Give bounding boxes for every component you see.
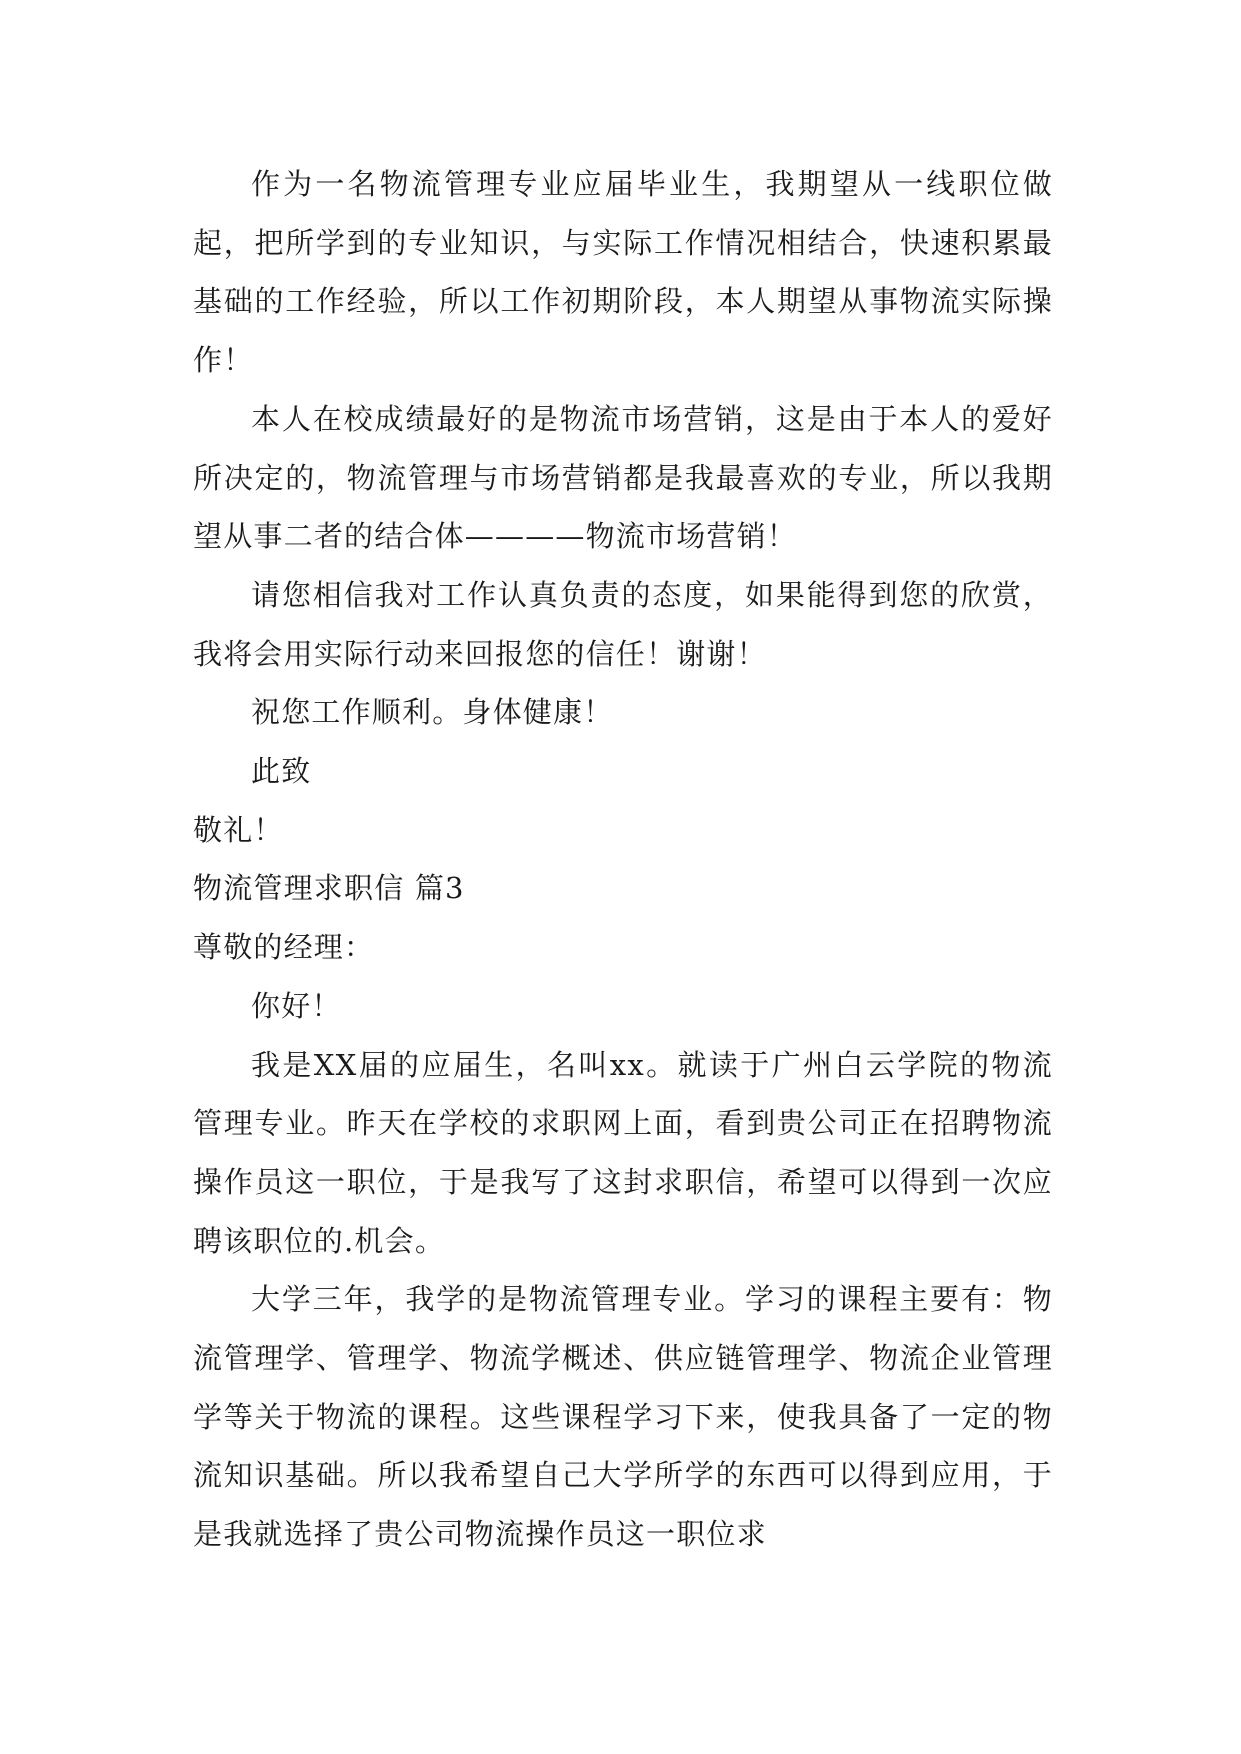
paragraph-closing: 此致: [251, 754, 312, 789]
paragraph-salute: 敬礼！: [193, 812, 284, 847]
section-heading: 物流管理求职信 篇3: [193, 871, 465, 906]
letter-body: [193, 155, 1053, 1564]
paragraph-3: 请您相信我对工作认真负责的态度，如果能得到您的欣赏，我将会用实际行动来回报您的信任！谢谢！: [193, 577, 1053, 671]
paragraph-1: 作为一名物流管理专业应届毕业生，我期望从一线职位做起，把所学到的专业知识，与实际工作情况相结合，快速积累最基础的工作经验，所以工作初期阶段，本人期望从事物流实际操作！: [193, 167, 1053, 378]
paragraph-2: 本人在校成绩最好的是物流市场营销，这是由于本人的爱好所决定的，物流管理与市场营销都是我最喜欢的专业，所以我期望从事二者的结合体————物流市场营销！: [193, 401, 1053, 554]
paragraph-wishes: 祝您工作顺利。身体健康！: [251, 695, 614, 730]
paragraph-education: 大学三年，我学的是物流管理专业。学习的课程主要有：物流管理学、管理学、物流学概述、供应链管理学、物流企业管理学等关于物流的课程。这些课程学习下来，使我具备了一定的物流知识基础。所以我希望自己大学所学的东西可以得到应用，于是我就选择了贵公司物流操作员这一职位求: [193, 1282, 1053, 1552]
salutation: 尊敬的经理：: [193, 930, 375, 965]
greeting: 你好！: [251, 988, 342, 1023]
paragraph-intro: 我是XX届的应届生，名叫xx。就读于广州白云学院的物流管理专业。昨天在学校的求职网上面，看到贵公司正在招聘物流操作员这一职位，于是我写了这封求职信，希望可以得到一次应聘该职位的.机会。: [193, 1047, 1053, 1258]
